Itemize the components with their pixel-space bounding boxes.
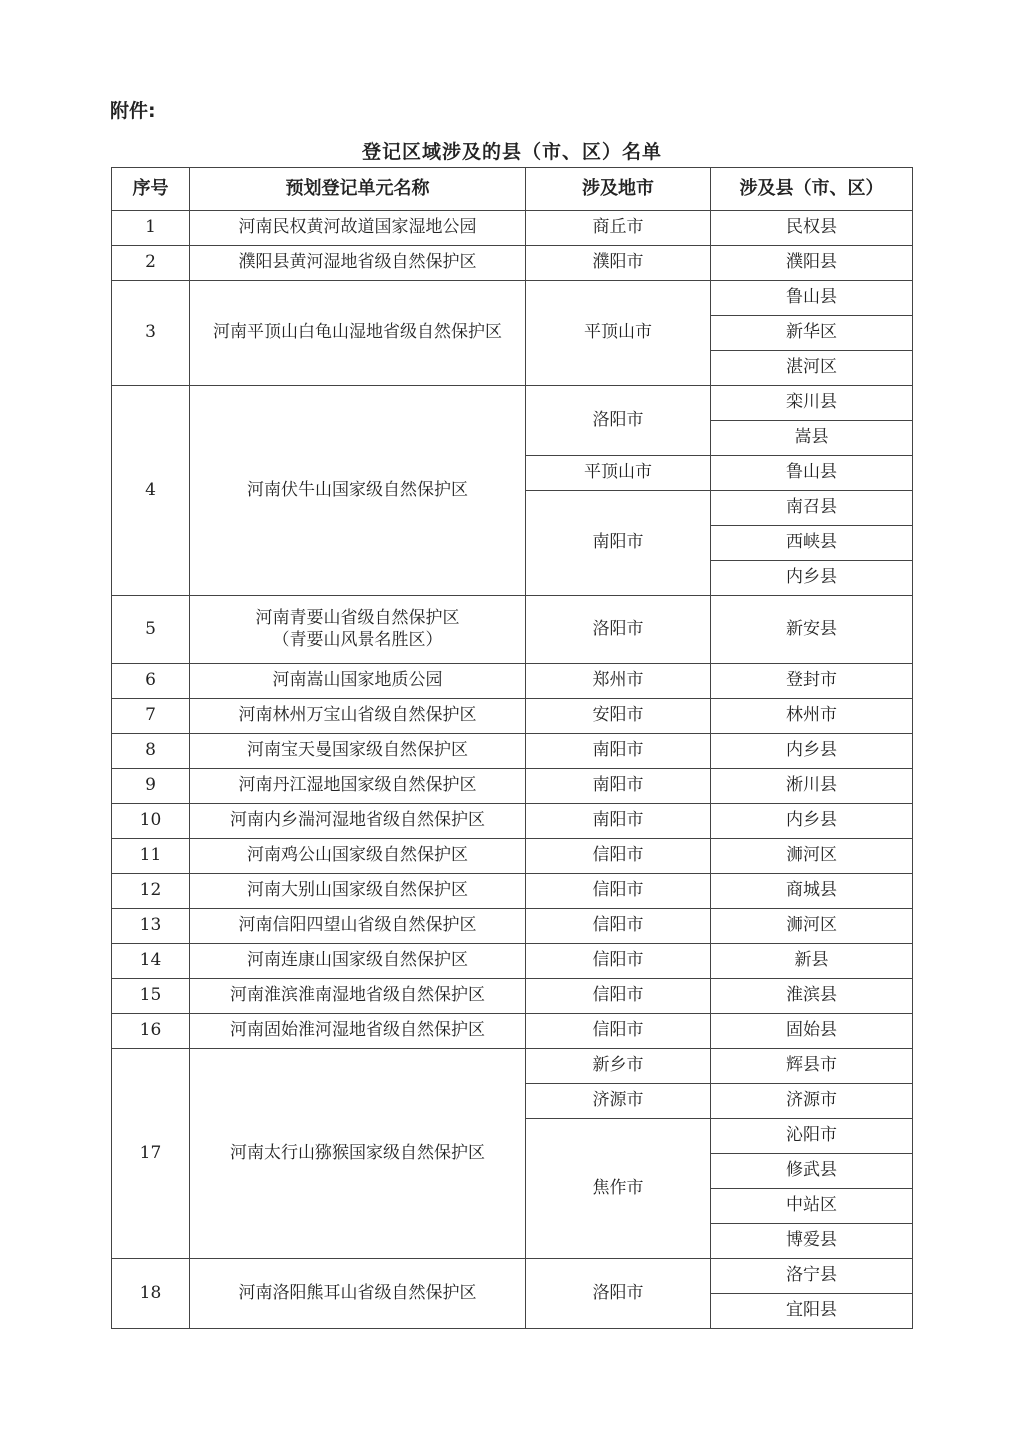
city-cell: 新乡市: [526, 1049, 711, 1084]
table-row: [112, 1259, 913, 1294]
unit-number: 1: [112, 211, 190, 246]
table-row: [112, 246, 913, 281]
city-cell: 信阳市: [526, 944, 711, 979]
header-county: 涉及县（市、区）: [711, 168, 913, 211]
county-cell: 浉河区: [711, 909, 913, 944]
unit-number: 8: [112, 734, 190, 769]
county-cell: 民权县: [711, 211, 913, 246]
unit-name: 河南青要山省级自然保护区: [255, 608, 460, 629]
city-cell: 濮阳市: [526, 246, 711, 281]
unit-name-cell: [190, 839, 526, 874]
table-row: [112, 664, 913, 699]
unit-name-cell: [190, 734, 526, 769]
city-cell: 信阳市: [526, 909, 711, 944]
county-cell: 西峡县: [711, 526, 913, 561]
unit-number: 16: [112, 1014, 190, 1049]
unit-name: 河南信阳四望山省级自然保护区: [238, 915, 477, 936]
table-row: [112, 874, 913, 909]
county-cell: 濮阳县: [711, 246, 913, 281]
city-cell: 洛阳市: [526, 596, 711, 664]
county-cell: 嵩县: [711, 421, 913, 456]
unit-name: 濮阳县黄河湿地省级自然保护区: [238, 252, 477, 273]
unit-name-cell: [190, 664, 526, 699]
table-row: [112, 1049, 913, 1084]
unit-name: 河南太行山猕猴国家级自然保护区: [230, 1142, 485, 1163]
city-cell: 洛阳市: [526, 386, 711, 456]
table-row: [112, 734, 913, 769]
city-cell: 平顶山市: [526, 456, 711, 491]
county-cell: 商城县: [711, 874, 913, 909]
city-cell: 洛阳市: [526, 1259, 711, 1329]
unit-name-cell: [190, 944, 526, 979]
county-cell: 辉县市: [711, 1049, 913, 1084]
county-cell: 修武县: [711, 1154, 913, 1189]
unit-number: 10: [112, 804, 190, 839]
county-cell: 内乡县: [711, 734, 913, 769]
unit-number: 4: [112, 386, 190, 596]
table-row: [112, 281, 913, 316]
county-cell: 内乡县: [711, 804, 913, 839]
unit-name-cell: [190, 596, 526, 664]
county-cell: 博爱县: [711, 1224, 913, 1259]
unit-name: 河南固始淮河湿地省级自然保护区: [230, 1020, 485, 1041]
county-cell: 鲁山县: [711, 281, 913, 316]
unit-number: 6: [112, 664, 190, 699]
county-cell: 新安县: [711, 596, 913, 664]
county-cell: 内乡县: [711, 561, 913, 596]
header-city: 涉及地市: [526, 168, 711, 211]
county-cell: 鲁山县: [711, 456, 913, 491]
county-cell: 沁阳市: [711, 1119, 913, 1154]
city-cell: 商丘市: [526, 211, 711, 246]
city-cell: 平顶山市: [526, 281, 711, 386]
unit-name: 河南连康山国家级自然保护区: [247, 950, 468, 971]
county-cell: 林州市: [711, 699, 913, 734]
unit-name-cell: [190, 211, 526, 246]
city-cell: 南阳市: [526, 734, 711, 769]
city-cell: 南阳市: [526, 491, 711, 596]
unit-number: 9: [112, 769, 190, 804]
unit-number: 17: [112, 1049, 190, 1259]
unit-number: 7: [112, 699, 190, 734]
county-cell: 新华区: [711, 316, 913, 351]
unit-name-cell: [190, 769, 526, 804]
county-cell: 淅川县: [711, 769, 913, 804]
region-table: [111, 167, 913, 1329]
table-row: [112, 944, 913, 979]
unit-name: 河南内乡湍河湿地省级自然保护区: [230, 810, 485, 831]
unit-name-cell: [190, 804, 526, 839]
unit-number: 13: [112, 909, 190, 944]
header-unit-name: 预划登记单元名称: [190, 168, 526, 211]
unit-name: 河南伏牛山国家级自然保护区: [247, 479, 468, 500]
table-row: [112, 596, 913, 664]
county-cell: 淮滨县: [711, 979, 913, 1014]
city-cell: 济源市: [526, 1084, 711, 1119]
unit-name-cell: [190, 281, 526, 386]
header-no: 序号: [112, 168, 190, 211]
document-title: 登记区域涉及的县（市、区）名单: [361, 141, 662, 163]
table-row: [112, 909, 913, 944]
county-cell: 新县: [711, 944, 913, 979]
table-row: [112, 211, 913, 246]
unit-name-cell: [190, 1259, 526, 1329]
unit-name: 河南平顶山白龟山湿地省级自然保护区: [213, 322, 502, 343]
unit-name: 河南丹江湿地国家级自然保护区: [238, 775, 477, 796]
city-cell: 焦作市: [526, 1119, 711, 1259]
unit-name-note: （青要山风景名胜区）: [272, 629, 443, 650]
table-row: [112, 839, 913, 874]
county-cell: 中站区: [711, 1189, 913, 1224]
unit-name-cell: [190, 386, 526, 596]
city-cell: 南阳市: [526, 804, 711, 839]
table-row: [112, 1014, 913, 1049]
unit-name-cell: [190, 246, 526, 281]
unit-name: 河南嵩山国家地质公园: [272, 670, 443, 691]
unit-name: 河南大别山国家级自然保护区: [247, 880, 468, 901]
unit-name-cell: [190, 874, 526, 909]
unit-number: 5: [112, 596, 190, 664]
unit-name: 河南淮滨淮南湿地省级自然保护区: [230, 985, 485, 1006]
table-body: [112, 211, 913, 1329]
unit-number: 18: [112, 1259, 190, 1329]
unit-name: 河南民权黄河故道国家湿地公园: [238, 217, 477, 238]
unit-number: 2: [112, 246, 190, 281]
county-cell: 浉河区: [711, 839, 913, 874]
unit-name-cell: [190, 1049, 526, 1259]
city-cell: 信阳市: [526, 979, 711, 1014]
unit-number: 12: [112, 874, 190, 909]
table-row: [112, 804, 913, 839]
county-cell: 栾川县: [711, 386, 913, 421]
table-row: [112, 769, 913, 804]
table-row: [112, 979, 913, 1014]
unit-name-cell: [190, 699, 526, 734]
unit-name: 河南宝天曼国家级自然保护区: [247, 740, 468, 761]
county-cell: 南召县: [711, 491, 913, 526]
unit-number: 14: [112, 944, 190, 979]
unit-name-cell: [190, 1014, 526, 1049]
county-cell: 宜阳县: [711, 1294, 913, 1329]
unit-number: 15: [112, 979, 190, 1014]
county-cell: 固始县: [711, 1014, 913, 1049]
city-cell: 安阳市: [526, 699, 711, 734]
unit-number: 11: [112, 839, 190, 874]
county-cell: 登封市: [711, 664, 913, 699]
city-cell: 南阳市: [526, 769, 711, 804]
unit-name: 河南鸡公山国家级自然保护区: [247, 845, 468, 866]
unit-name: 河南林州万宝山省级自然保护区: [238, 705, 477, 726]
city-cell: 郑州市: [526, 664, 711, 699]
unit-name: 河南洛阳熊耳山省级自然保护区: [238, 1282, 477, 1303]
unit-name-cell: [190, 979, 526, 1014]
attachment-label: 附件:: [110, 100, 156, 122]
table-header-row: [112, 168, 913, 211]
table-row: [112, 386, 913, 421]
city-cell: 信阳市: [526, 1014, 711, 1049]
county-cell: 湛河区: [711, 351, 913, 386]
county-cell: 洛宁县: [711, 1259, 913, 1294]
unit-number: 3: [112, 281, 190, 386]
unit-name-cell: [190, 909, 526, 944]
city-cell: 信阳市: [526, 874, 711, 909]
city-cell: 信阳市: [526, 839, 711, 874]
county-cell: 济源市: [711, 1084, 913, 1119]
table-row: [112, 699, 913, 734]
